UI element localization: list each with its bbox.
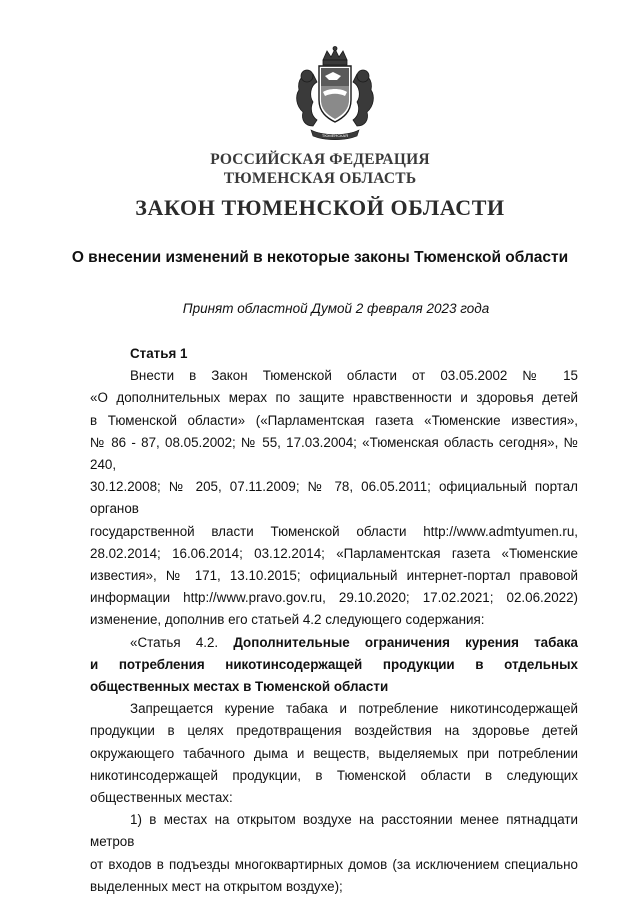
emblem-motto: ТЮМЕНСКАЯ [321, 133, 349, 138]
law-type-heading: ЗАКОН ТЮМЕНСКОЙ ОБЛАСТИ [135, 195, 505, 220]
text-line: «О дополнительных мерах по защите нравственности и здоровья детей [90, 390, 578, 406]
prohibition-paragraph [90, 698, 578, 809]
text-line: № 86 - 87, 08.05.2002; № 55, 17.03.2004; «Тюменская область сегодня», № 240, [90, 434, 578, 473]
new-article-heading [90, 632, 578, 699]
text-line: и потребления никотинсодержащей продукции в отдельных [90, 656, 578, 672]
article-heading: Статья 1 [130, 346, 188, 361]
article-intro-paragraph [90, 365, 578, 631]
region-heading: ТЮМЕНСКАЯ ОБЛАСТЬ [223, 170, 417, 187]
text-line: Внести в Закон Тюменской области от 03.05.2002 № 15 [130, 368, 578, 384]
text-line: 30.12.2008; № 205, 07.11.2009; № 78, 06.05.2011; официальный портал органов [90, 479, 578, 517]
text-line: никотинсодержащей продукции, в Тюменской области в следующих [90, 767, 578, 783]
text-line: Запрещается курение табака и потребление никотинсодержащей [130, 701, 578, 717]
text-line: государственной власти Тюменской области http://www.admtyumen.ru, [90, 523, 578, 539]
country-heading: РОССИЙСКАЯ ФЕДЕРАЦИЯ [210, 151, 430, 168]
text-line: известия», № 171, 13.10.2015; официальный интернет-портал правовой [90, 568, 578, 584]
coat-of-arms-emblem [283, 46, 387, 142]
new-article-number: «Статья 4.2. [130, 634, 219, 650]
text-line: изменение, дополнив его статьей 4.2 следующего содержания: [90, 612, 485, 628]
list-item-1 [90, 809, 578, 898]
text-line: выделенных мест на открытом воздухе); [90, 878, 343, 894]
text-line [90, 632, 578, 654]
tyumen-coat-of-arms-icon [283, 46, 387, 142]
text-line: общественных местах в Тюменской области [90, 679, 389, 695]
document-body [90, 343, 578, 898]
law-title: О внесении изменений в некоторые законы Тюменской области [71, 249, 569, 266]
text-line: от входов в подъезды многоквартирных домов (за исключением специально [90, 856, 578, 872]
text-line: 1) в местах на открытом воздухе на расстоянии менее пятнадцати метров [90, 812, 578, 850]
text-line: общественных местах: [90, 790, 233, 806]
adoption-note: Принят областной Думой 2 февраля 2023 года [182, 301, 490, 316]
new-article-title-part: Дополнительные ограничения курения табака [233, 634, 578, 650]
text-line: в Тюменской области» («Парламентская газета «Тюменские известия», [90, 412, 578, 428]
text-line: продукции в целях предотвращения воздействия на здоровье детей [90, 723, 578, 739]
text-line: информации http://www.pravo.gov.ru, 29.10.2020; 17.02.2021; 02.06.2022) [90, 590, 578, 606]
text-line: 28.02.2014; 16.06.2014; 03.12.2014; «Парламентская газета «Тюменские [90, 545, 578, 561]
text-line: окружающего табачного дыма и веществ, выделяемых при потреблении [90, 745, 578, 761]
